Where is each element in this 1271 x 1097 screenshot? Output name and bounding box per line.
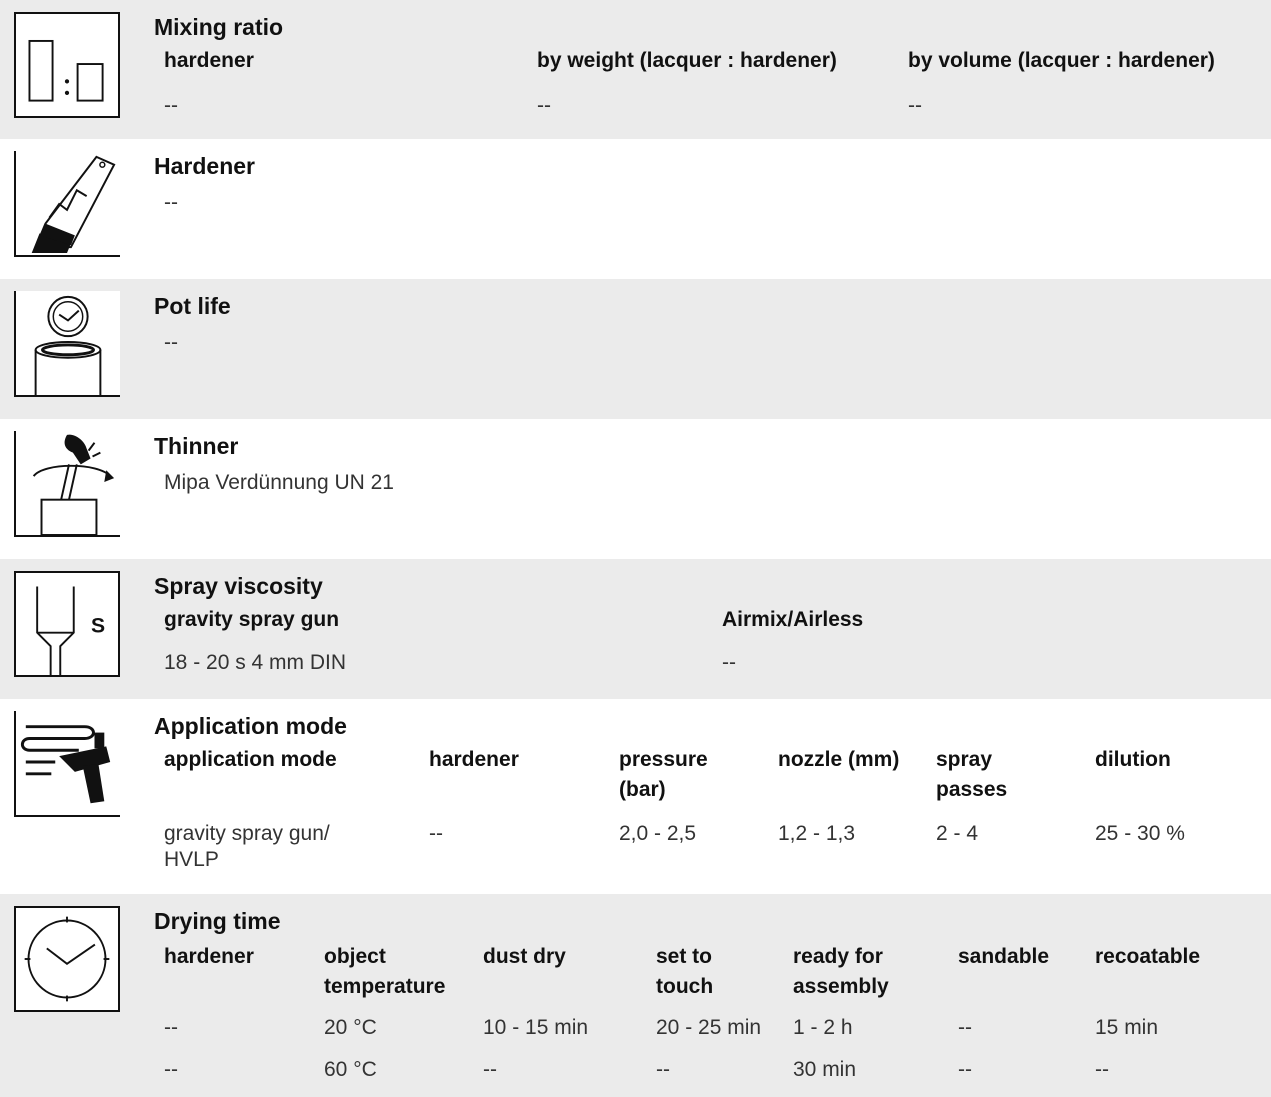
cell-value: 20 - 25 min	[656, 1016, 762, 1039]
cell-value: 15 min	[1095, 1016, 1159, 1039]
drying-time-icon	[14, 906, 120, 1012]
thinner-title: Thinner	[154, 433, 239, 459]
drying-time-section	[0, 894, 1271, 1097]
cell-value: 10 - 15 min	[483, 1016, 589, 1039]
cell-value: --	[656, 1058, 670, 1081]
cell-value: --	[537, 94, 551, 117]
cell-value: 60 °C	[324, 1058, 377, 1081]
col-header: sandable	[958, 945, 1050, 968]
cell-value: --	[164, 1058, 178, 1081]
col-header: gravity spray gun	[164, 608, 340, 631]
col-header: object temperature	[324, 945, 446, 998]
cell-value: --	[722, 651, 736, 674]
col-header: spray passes	[936, 748, 1008, 801]
application-mode-title: Application mode	[154, 713, 347, 739]
cell-value: --	[483, 1058, 497, 1081]
cell-value: 20 °C	[324, 1016, 377, 1039]
spray-viscosity-icon	[14, 571, 120, 677]
cell-value: 1,2 - 1,3	[778, 822, 856, 845]
col-header: application mode	[164, 748, 337, 771]
pot-life-icon	[14, 291, 120, 397]
mixing-ratio-section	[0, 0, 1271, 139]
thinner-value: Mipa Verdünnung UN 21	[164, 471, 394, 494]
application-mode-icon	[14, 711, 120, 817]
cell-value: 18 - 20 s 4 mm DIN	[164, 651, 347, 674]
col-header: set to touch	[656, 945, 714, 998]
col-header: pressure (bar)	[619, 748, 708, 801]
col-header: by volume (lacquer : hardener)	[908, 49, 1215, 72]
cell-value: 25 - 30 %	[1095, 822, 1185, 845]
cell-value: --	[1095, 1058, 1109, 1081]
cell-value: --	[164, 1016, 178, 1039]
pot-life-title: Pot life	[154, 293, 231, 319]
col-header: Airmix/Airless	[722, 608, 864, 631]
mixing-ratio-icon	[14, 12, 120, 118]
svg-text:S: S	[91, 614, 106, 638]
cell-value: 2,0 - 2,5	[619, 822, 697, 845]
col-header: by weight (lacquer : hardener)	[537, 49, 837, 72]
thinner-icon	[14, 431, 120, 537]
cell-value: --	[164, 94, 178, 117]
spray-viscosity-title: Spray viscosity	[154, 573, 323, 599]
spray-viscosity-section	[0, 559, 1271, 699]
cell-value: 30 min	[793, 1058, 857, 1081]
col-header: recoatable	[1095, 945, 1201, 968]
hardener-title: Hardener	[154, 153, 255, 179]
cell-value: gravity spray gun/ HVLP	[164, 822, 330, 871]
cell-value: 2 - 4	[936, 822, 979, 845]
thinner-section	[0, 419, 1271, 559]
col-header: dilution	[1095, 748, 1171, 771]
col-header: dust dry	[483, 945, 566, 968]
cell-value: --	[958, 1058, 972, 1081]
pot-life-value: --	[164, 331, 178, 354]
cell-value: --	[958, 1016, 972, 1039]
application-mode-section	[0, 699, 1271, 894]
cell-value: --	[908, 94, 922, 117]
col-header: ready for assembly	[793, 945, 889, 998]
cell-value: 1 - 2 h	[793, 1016, 853, 1039]
cell-value: --	[429, 822, 443, 845]
col-header: hardener	[164, 945, 254, 968]
hardener-icon	[14, 151, 120, 257]
col-header: hardener	[164, 49, 254, 72]
col-header: nozzle (mm)	[778, 748, 900, 771]
drying-time-title: Drying time	[154, 908, 281, 934]
hardener-value: --	[164, 191, 178, 214]
pot-life-section	[0, 279, 1271, 419]
hardener-section	[0, 139, 1271, 279]
mixing-ratio-title: Mixing ratio	[154, 14, 284, 40]
col-header: hardener	[429, 748, 519, 771]
